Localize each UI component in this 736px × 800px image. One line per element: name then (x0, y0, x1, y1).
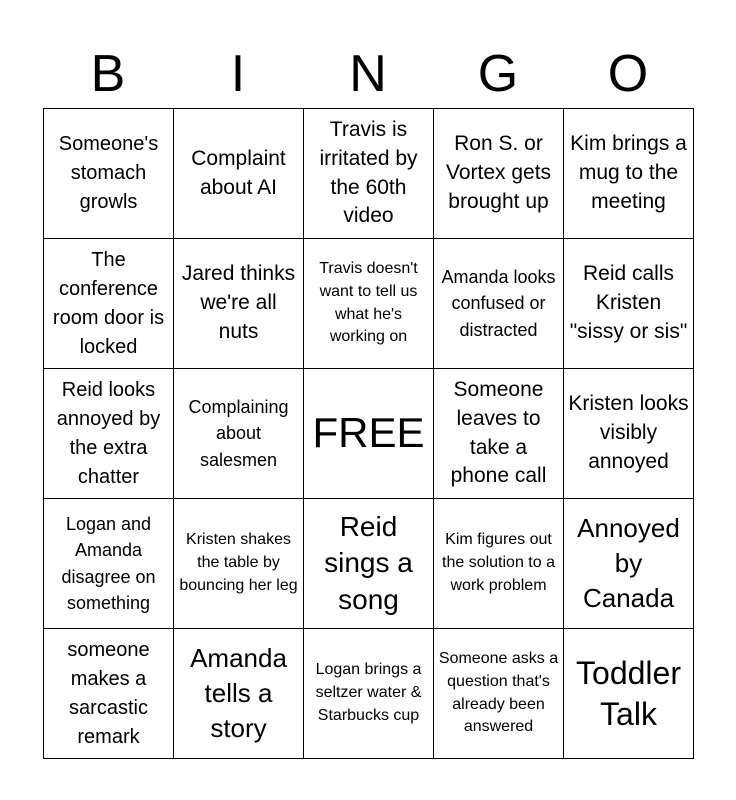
cell-text: Someone leaves to take a phone call (450, 377, 547, 488)
bingo-cell[interactable] (564, 369, 694, 499)
bingo-cell[interactable] (434, 239, 564, 369)
cell-text: Amanda looks confused or distracted (441, 267, 556, 340)
bingo-cell[interactable] (44, 499, 174, 629)
header-letter-n: N (349, 45, 387, 103)
cell-text: Someone's stomach growls (58, 133, 159, 213)
cell-text: FREE (312, 409, 425, 457)
cell-text: Kristen shakes the table by bouncing her leg (179, 531, 298, 594)
bingo-cell[interactable] (44, 369, 174, 499)
bingo-board (43, 108, 694, 759)
bingo-cell[interactable] (304, 499, 434, 629)
bingo-cell[interactable] (564, 629, 694, 759)
cell-text: Someone asks a question that's already been answered (438, 650, 559, 736)
bingo-cell[interactable] (434, 629, 564, 759)
bingo-cell[interactable] (564, 109, 694, 239)
cell-text: Travis doesn't want to tell us what he's working on (319, 260, 418, 346)
bingo-cell[interactable] (174, 629, 304, 759)
cell-text: Ron S. or Vortex gets brought up (445, 132, 552, 213)
cell-text: Logan brings a seltzer water & Starbucks cup (315, 661, 422, 724)
bingo-cell[interactable] (174, 499, 304, 629)
bingo-cell[interactable] (44, 109, 174, 239)
bingo-cell[interactable] (564, 499, 694, 629)
cell-text: Complaint about AI (191, 146, 286, 199)
header-letter-b: B (90, 45, 126, 103)
bingo-cell[interactable] (304, 239, 434, 369)
cell-text: Reid looks annoyed by the extra chatter (56, 378, 161, 488)
cell-text: Logan and Amanda disagree on something (61, 514, 156, 613)
free-space[interactable] (304, 369, 434, 499)
bingo-cell[interactable] (174, 239, 304, 369)
cell-text: Kim brings a mug to the meeting (570, 132, 687, 213)
cell-text: Complaining about salesmen (188, 397, 289, 470)
bingo-cell[interactable] (564, 239, 694, 369)
bingo-cell[interactable] (304, 109, 434, 239)
cell-text: Annoyed by Canada (577, 512, 680, 614)
header-letter-o: O (607, 45, 649, 103)
bingo-cell[interactable] (434, 369, 564, 499)
bingo-cell[interactable] (44, 629, 174, 759)
cell-text: someone makes a sarcastic remark (67, 638, 150, 748)
cell-text: Jared thinks we're all nuts (181, 262, 296, 343)
cell-text: Travis is irritated by the 60th video (319, 117, 418, 228)
cell-text: Reid sings a song (324, 510, 413, 615)
bingo-cell[interactable] (174, 369, 304, 499)
cell-text: Kristen looks visibly annoyed (568, 392, 689, 473)
cell-text: Amanda tells a story (190, 642, 287, 744)
header-letter-g: G (477, 45, 519, 103)
bingo-cell[interactable] (434, 109, 564, 239)
bingo-cell[interactable] (174, 109, 304, 239)
bingo-cell[interactable] (434, 499, 564, 629)
cell-text: Kim figures out the solution to a work problem (442, 531, 555, 594)
cell-text: The conference room door is locked (52, 248, 165, 358)
bingo-cell[interactable] (304, 629, 434, 759)
cell-text: Toddler Talk (576, 654, 681, 732)
cell-text: Reid calls Kristen "sissy or sis" (569, 262, 688, 343)
bingo-cell[interactable] (44, 239, 174, 369)
bingo-header (43, 40, 693, 108)
header-letter-i: I (230, 45, 246, 103)
